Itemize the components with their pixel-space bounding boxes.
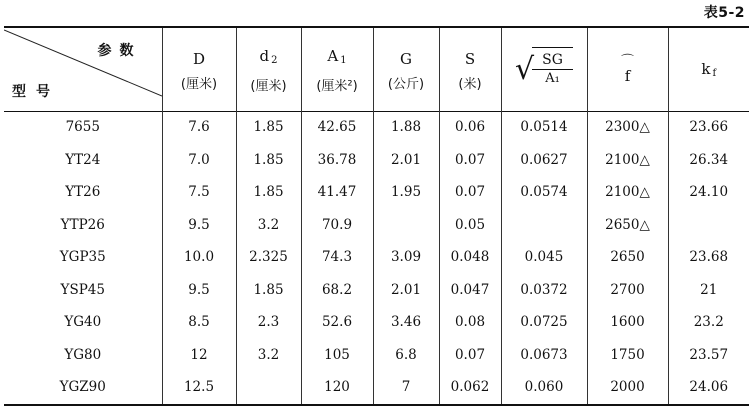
value-cell: 9.5	[162, 274, 236, 307]
value-cell: 2100△	[587, 144, 668, 177]
value-cell: 1.85	[236, 144, 301, 177]
column-symbol: ⌒ f	[620, 53, 634, 85]
column-unit: (厘米)	[250, 79, 287, 94]
sqrt-sign-icon: √	[515, 51, 535, 87]
table-row	[4, 144, 749, 177]
value-cell: 0.0627	[501, 144, 587, 177]
value-cell: 1.85	[236, 176, 301, 209]
fraction-numerator: SG	[532, 51, 573, 70]
bottom-rule	[4, 404, 749, 406]
value-cell: 0.0574	[501, 176, 587, 209]
value-cell: 3.46	[373, 306, 439, 339]
value-cell: 21	[668, 274, 749, 307]
value-cell: 9.5	[162, 209, 236, 242]
model-cell: YTP26	[60, 216, 105, 233]
value-cell: 36.78	[301, 144, 373, 177]
value-cell: 2650△	[587, 209, 668, 242]
table-row	[4, 176, 749, 209]
value-cell	[668, 209, 749, 242]
value-cell: 8.5	[162, 306, 236, 339]
value-cell: 0.0725	[501, 306, 587, 339]
table-row	[4, 274, 749, 307]
value-cell	[501, 209, 587, 242]
value-cell: 2000	[587, 371, 668, 404]
value-cell: 1.95	[373, 176, 439, 209]
column-symbol: D	[192, 49, 206, 68]
value-cell: 2650	[587, 241, 668, 274]
value-cell: 3.2	[236, 209, 301, 242]
table-row	[4, 339, 749, 372]
model-cell: YSP45	[60, 281, 105, 298]
value-cell: 0.06	[439, 111, 501, 144]
value-cell: 24.06	[668, 371, 749, 404]
value-cell: 1750	[587, 339, 668, 372]
column-header-d-outer	[162, 28, 236, 111]
model-cell: YGP35	[59, 249, 106, 266]
value-cell: 12	[162, 339, 236, 372]
value-cell	[373, 209, 439, 242]
model-cell: YG40	[64, 314, 102, 331]
column-header-f	[587, 28, 668, 111]
value-cell: 2.01	[373, 274, 439, 307]
column-symbol: A $_1$	[327, 47, 347, 66]
parameter-table	[4, 28, 749, 404]
value-cell: 0.05	[439, 209, 501, 242]
value-cell: 1.85	[236, 274, 301, 307]
value-cell: 7	[373, 371, 439, 404]
value-cell: 0.08	[439, 306, 501, 339]
model-cell: YGZ90	[59, 379, 106, 396]
value-cell: 3.2	[236, 339, 301, 372]
value-cell: 24.10	[668, 176, 749, 209]
value-cell: 23.68	[668, 241, 749, 274]
value-cell: 7.5	[162, 176, 236, 209]
value-cell: 0.0673	[501, 339, 587, 372]
column-unit: (厘米²)	[316, 79, 358, 94]
column-unit: (公斤)	[387, 76, 425, 92]
value-cell: 1.85	[236, 111, 301, 144]
value-cell: 0.0514	[501, 111, 587, 144]
value-cell: 7.0	[162, 144, 236, 177]
value-cell: 23.57	[668, 339, 749, 372]
value-cell: 6.8	[373, 339, 439, 372]
value-cell: 2700	[587, 274, 668, 307]
value-cell: 0.0372	[501, 274, 587, 307]
column-header-sqrt-sg-a1	[501, 28, 587, 111]
table-row	[4, 209, 749, 242]
column-symbol: k $_f$	[701, 60, 717, 79]
table-row	[4, 111, 749, 144]
value-cell: 41.47	[301, 176, 373, 209]
header-row	[4, 28, 749, 111]
corner-label-model: 型号	[12, 84, 60, 100]
formula-fraction	[532, 51, 573, 88]
value-cell	[236, 371, 301, 404]
value-cell: 23.2	[668, 306, 749, 339]
value-cell: 0.07	[439, 176, 501, 209]
value-cell: 7.6	[162, 111, 236, 144]
value-cell: 68.2	[301, 274, 373, 307]
table-body	[4, 111, 749, 404]
model-cell: 7655	[65, 119, 100, 136]
model-cell: YT24	[65, 151, 101, 168]
value-cell: 0.045	[501, 241, 587, 274]
table-caption: 表5-2	[703, 5, 745, 21]
column-symbol: S	[464, 49, 476, 68]
column-header-kf	[668, 28, 749, 111]
column-symbol: d $_2$	[259, 47, 278, 66]
column-header-a1	[301, 28, 373, 111]
value-cell: 2300△	[587, 111, 668, 144]
fraction-denominator: A₁	[545, 71, 560, 86]
value-cell: 74.3	[301, 241, 373, 274]
value-cell: 42.65	[301, 111, 373, 144]
value-cell: 0.062	[439, 371, 501, 404]
value-cell: 2.325	[236, 241, 301, 274]
column-header-d2	[236, 28, 301, 111]
corner-label-parameters: 参数	[97, 43, 142, 59]
column-unit: (厘米)	[180, 76, 218, 92]
column-header-g	[373, 28, 439, 111]
value-cell: 1600	[587, 306, 668, 339]
table-row	[4, 371, 749, 404]
value-cell: 0.060	[501, 371, 587, 404]
value-cell: 70.9	[301, 209, 373, 242]
value-cell: 2100△	[587, 176, 668, 209]
value-cell: 0.047	[439, 274, 501, 307]
column-symbol: G	[400, 49, 412, 68]
table-row	[4, 241, 749, 274]
value-cell: 26.34	[668, 144, 749, 177]
value-cell: 105	[301, 339, 373, 372]
value-cell: 0.048	[439, 241, 501, 274]
value-cell: 2.3	[236, 306, 301, 339]
value-cell: 120	[301, 371, 373, 404]
model-cell: YT26	[65, 184, 101, 201]
value-cell: 2.01	[373, 144, 439, 177]
value-cell: 3.09	[373, 241, 439, 274]
value-cell: 23.66	[668, 111, 749, 144]
value-cell: 52.6	[301, 306, 373, 339]
value-cell: 12.5	[162, 371, 236, 404]
value-cell: 1.88	[373, 111, 439, 144]
table-row	[4, 306, 749, 339]
value-cell: 0.07	[439, 339, 501, 372]
model-cell: YG80	[64, 346, 102, 363]
value-cell: 10.0	[162, 241, 236, 274]
column-unit: (米)	[458, 76, 482, 92]
corner-header	[4, 28, 162, 111]
value-cell: 0.07	[439, 144, 501, 177]
column-header-s	[439, 28, 501, 111]
